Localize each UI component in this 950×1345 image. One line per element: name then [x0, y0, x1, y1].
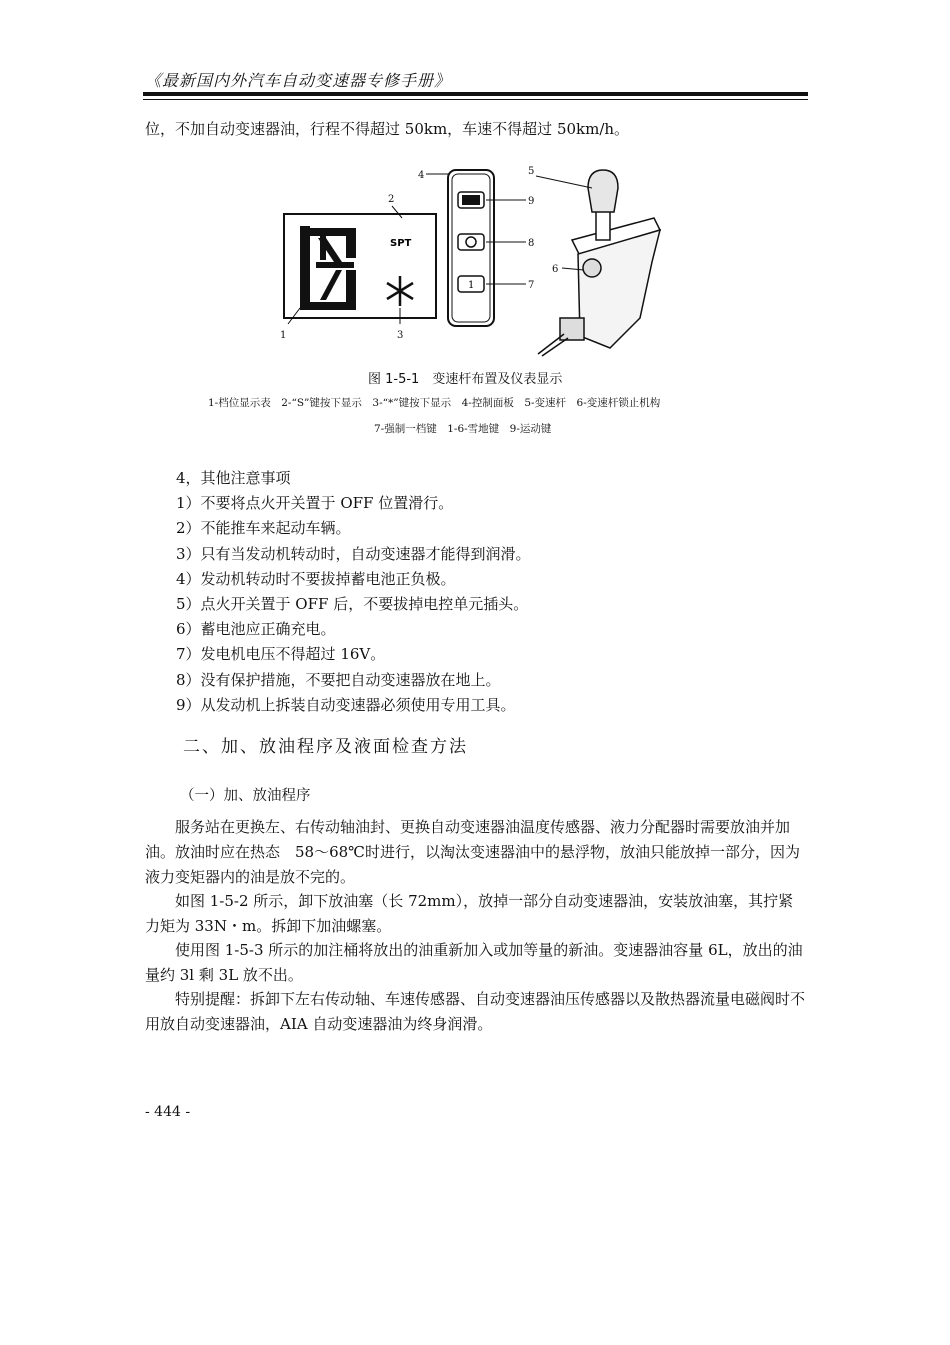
list-item: 5）点火开关置于 OFF 后，不要拔掉电控单元插头。 — [176, 594, 529, 613]
callout-7: 7 — [528, 280, 535, 291]
callout-6: 6 — [552, 264, 559, 275]
list-item: 4）发动机转动时不要拔掉蓄电池正负极。 — [176, 569, 456, 588]
list-item: 1）不要将点火开关置于 OFF 位置滑行。 — [176, 494, 454, 513]
paragraph-1: 服务站在更换左、右传动轴油封、更换自动变速器油温度传感器、液力分配器时需要放油并加油。放油时应在热态 58～68℃时进行，以淘汰变速器油中的悬浮物，放油只能放掉一部分，因为液力变矩器内的油是放不完的。 — [145, 818, 800, 886]
spt-indicator: SPT — [390, 238, 412, 249]
header-rule-thick — [143, 92, 808, 96]
notes-heading: 4，其他注意事项 — [176, 469, 291, 487]
callout-9: 9 — [528, 196, 535, 207]
list-item: 9）从发动机上拆装自动变速器必须使用专用工具。 — [176, 695, 516, 714]
figure-caption-line-2: 7-强制一档键 1-6-雪地键 9-运动键 — [374, 423, 552, 435]
callout-5: 5 — [528, 166, 535, 177]
callout-8: 8 — [528, 238, 535, 249]
list-item: 6）蓄电池应正确充电。 — [176, 620, 336, 639]
subsection-heading: （一）加、放油程序 — [180, 788, 311, 804]
notes-list — [176, 466, 531, 718]
paragraph-3: 使用图 1-5-3 所示的加注桶将放出的油重新加入或加等量的新油。变速器油容量 6L，放出的油量约 3l 剩 3L 放不出。 — [145, 941, 803, 984]
list-item: 2）不能推车来起动车辆。 — [176, 519, 351, 538]
page-number: - 444 - — [145, 1104, 191, 1120]
gear-digit-segments — [300, 226, 356, 310]
list-item: 7）发电机电压不得超过 16V。 — [176, 645, 386, 664]
shift-lever — [538, 170, 660, 356]
control-panel — [448, 170, 494, 326]
callout-2: 2 — [388, 194, 395, 205]
gear-display-panel — [284, 214, 436, 318]
paragraph-2: 如图 1-5-2 所示，卸下放油塞（长 72mm），放掉一部分自动变速器油，安装放油塞，其拧紧力矩为 33N・m。拆卸下加油螺塞。 — [145, 892, 794, 935]
section-heading: 二、加、放油程序及液面检查方法 — [183, 737, 468, 757]
callout-4: 4 — [418, 170, 425, 181]
intro-line: 位，不加自动变速器油，行程不得超过 50km，车速不得超过 50km/h。 — [145, 120, 630, 138]
running-header: 《最新国内外汽车自动变速器专修手册》 — [145, 71, 452, 90]
list-item: 8）没有保护措施，不要把自动变速器放在地上。 — [176, 670, 501, 689]
paragraph-4: 特别提醒：拆卸下左右传动轴、车速传感器、自动变速器油压传感器以及散热器流量电磁阀时不用放自动变速器油，AIA 自动变速器油为终身润滑。 — [145, 990, 806, 1033]
figure-title: 图 1-5-1 变速杆布置及仪表显示 — [368, 372, 563, 387]
list-item: 3）只有当发动机转动时，自动变速器才能得到润滑。 — [176, 544, 531, 563]
callout-3: 3 — [397, 330, 404, 341]
figure-shift-lever-diagram — [280, 158, 670, 358]
header-rule-thin — [143, 99, 808, 100]
snowflake-icon — [387, 276, 413, 306]
callout-leaders — [288, 174, 592, 324]
svg-text:1: 1 — [468, 280, 475, 291]
figure-caption-line-1: 1-档位显示表 2-“S”键按下显示 3-“*”键按下显示 4-控制面板 5-变速杆 6-变速杆锁止机构 — [208, 397, 661, 409]
callout-1: 1 — [280, 330, 287, 341]
